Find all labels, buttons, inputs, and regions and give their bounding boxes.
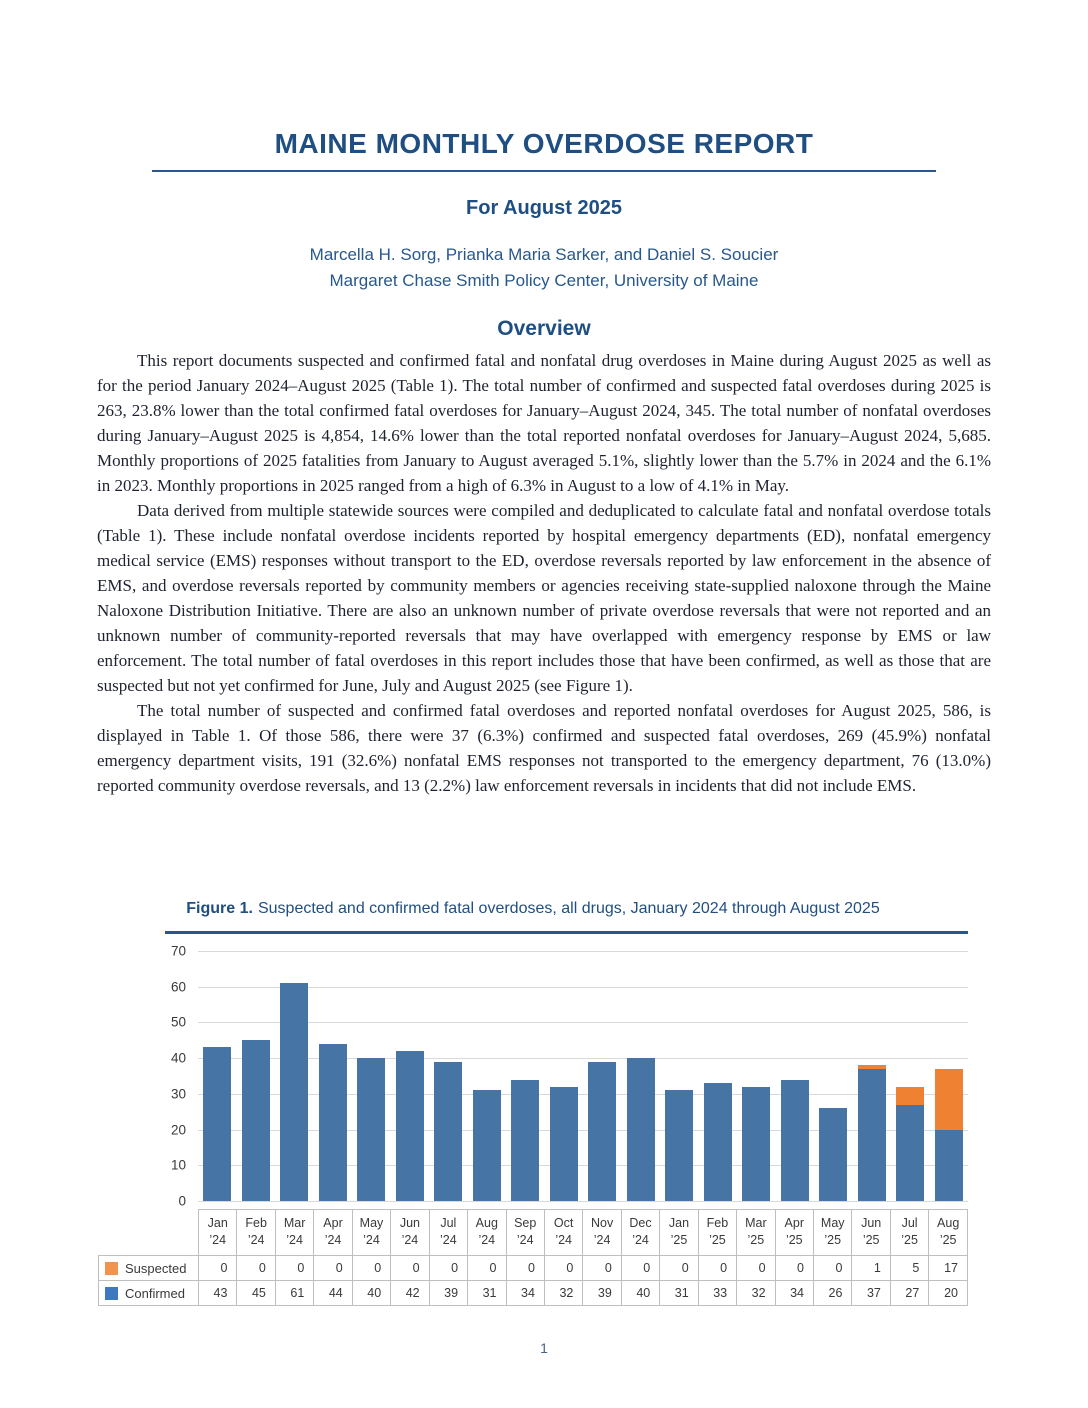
suspected-value-cell: 0 [468, 1256, 506, 1281]
confirmed-value-cell: 40 [621, 1281, 659, 1306]
confirmed-row-label [99, 1281, 199, 1306]
confirmed-bar-segment [203, 1047, 231, 1201]
paragraph-3: The total number of suspected and confirmed fatal overdoses and reported nonfatal overdoses for August 2025, 586, is displayed in Table 1. Of those 586, there were 37 (6.3%) confirmed and suspected fatal overdoses, 269 (45.9%) nonfatal emergency department visits, 191 (32.6%) nonfatal EMS responses not transported to the emergency department, 76 (13.0%) reported community overdose reversals, and 13 (2.2%) law enforcement reversals in incidents that did not include EMS. [97, 701, 991, 795]
y-tick-label: 0 [178, 1193, 186, 1209]
suspected-row [99, 1256, 968, 1281]
authors-block [0, 242, 1088, 294]
confirmed-value-cell: 61 [275, 1281, 313, 1306]
paragraph-2: Data derived from multiple statewide sources were compiled and deduplicated to calculate fatal and nonfatal overdose totals (Table 1). These include nonfatal overdose incidents reported by hospital emergency departments (ED), nonfatal emergency medical service (EMS) responses without transport to the ED, overdose reversals reported by law enforcement in the absence of EMS, and overdose reversals reported by community members or agencies receiving state-supplied naloxone through the Maine Naloxone Distribution Initiative. There are also an unknown number of private overdose reversals that were not reported and an unknown number of community-reported reversals that may have overlapped with emergency response by EMS or law enforcement. The total number of fatal overdoses in this report includes those that have been confirmed, as well as those that are suspected but not yet confirmed for June, July and August 2025 (see Figure 1). [97, 501, 991, 695]
confirmed-value-cell: 31 [660, 1281, 698, 1306]
suspected-value-cell: 1 [852, 1256, 890, 1281]
chart-data-table [98, 1209, 968, 1306]
figure-divider [165, 931, 968, 934]
y-tick-label: 10 [170, 1157, 186, 1173]
suspected-value-cell: 0 [775, 1256, 813, 1281]
bar-oct-24 [545, 951, 584, 1201]
bar-jun-25 [853, 951, 892, 1201]
month-header-cell: Feb ’25 [698, 1210, 736, 1256]
suspected-row-label [99, 1256, 199, 1281]
confirmed-bar-segment [473, 1090, 501, 1201]
confirmed-value-cell: 32 [544, 1281, 582, 1306]
suspected-bar-segment [935, 1069, 963, 1130]
confirmed-bar-segment [896, 1105, 924, 1201]
suspected-value-cell: 17 [929, 1256, 968, 1281]
confirmed-value-cell: 31 [468, 1281, 506, 1306]
bar-mar-25 [737, 951, 776, 1201]
confirmed-bar-segment [550, 1087, 578, 1201]
bar-jun-24 [391, 951, 430, 1201]
suspected-value-cell: 0 [544, 1256, 582, 1281]
page-title: MAINE MONTHLY OVERDOSE REPORT [274, 128, 814, 159]
confirmed-swatch-icon [105, 1287, 118, 1300]
y-tick-label: 60 [170, 979, 186, 995]
confirmed-value-cell: 34 [775, 1281, 813, 1306]
overview-body [97, 348, 991, 798]
y-tick-label: 40 [170, 1050, 186, 1066]
month-header-cell: Apr ’25 [775, 1210, 813, 1256]
confirmed-bar-segment [242, 1040, 270, 1201]
month-header-cell: Jan ’24 [199, 1210, 237, 1256]
month-header-row [99, 1210, 968, 1256]
confirmed-value-cell: 40 [352, 1281, 390, 1306]
bar-aug-25 [930, 951, 969, 1201]
title-divider [152, 170, 936, 172]
bar-chart [98, 943, 968, 1209]
suspected-value-cell: 0 [506, 1256, 544, 1281]
month-header-cell: May ’25 [814, 1210, 852, 1256]
authors-line: Marcella H. Sorg, Prianka Maria Sarker, and Daniel S. Soucier [309, 245, 779, 264]
suspected-value-cell: 0 [814, 1256, 852, 1281]
figure-caption [98, 900, 968, 918]
month-header-cell: Dec ’24 [621, 1210, 659, 1256]
figure-caption-text: Suspected and confirmed fatal overdoses, all drugs, January 2024 through August 2025 [257, 900, 880, 917]
suspected-legend-entry [105, 1261, 198, 1276]
confirmed-legend-entry [105, 1286, 198, 1301]
suspected-value-cell: 5 [890, 1256, 928, 1281]
confirmed-value-cell: 26 [814, 1281, 852, 1306]
confirmed-bar-segment [742, 1087, 770, 1201]
suspected-value-cell: 0 [621, 1256, 659, 1281]
confirmed-row [99, 1281, 968, 1306]
paragraph-1: This report documents suspected and confirmed fatal and nonfatal drug overdoses in Maine during August 2025 as well as for the period January 2024–August 2025 (Table 1). The total number of confirmed and suspected fatal overdoses during 2025 is 263, 23.8% lower than the total confirmed fatal overdoses for January–August 2024, 345. The total number of nonfatal overdoses during January–August 2025 is 4,854, 14.6% lower than the total reported nonfatal overdoses for January–August 2024, 5,685. Monthly proportions of 2025 fatalities from January to August averaged 5.1%, slightly lower than the 5.7% in 2024 and the 6.1% in 2023. Monthly proportions in 2025 ranged from a high of 6.3% in August to a low of 4.1% in May. [97, 351, 991, 495]
month-header-cell: Jul ’25 [890, 1210, 928, 1256]
suspected-value-cell: 0 [429, 1256, 467, 1281]
confirmed-value-cell: 45 [237, 1281, 275, 1306]
confirmed-bar-segment [280, 983, 308, 1201]
bar-mar-24 [275, 951, 314, 1201]
month-header-cell: Jan ’25 [660, 1210, 698, 1256]
bar-jul-25 [891, 951, 930, 1201]
bar-aug-24 [468, 951, 507, 1201]
confirmed-value-cell: 32 [737, 1281, 775, 1306]
month-header-cell: May ’24 [352, 1210, 390, 1256]
y-tick-label: 20 [170, 1122, 186, 1138]
report-subtitle: For August 2025 [466, 197, 622, 219]
confirmed-value-cell: 33 [698, 1281, 736, 1306]
month-header-cell: Aug ’24 [468, 1210, 506, 1256]
y-tick-label: 30 [170, 1086, 186, 1102]
confirmed-bar-segment [627, 1058, 655, 1201]
suspected-value-cell: 0 [737, 1256, 775, 1281]
suspected-value-cell: 0 [199, 1256, 237, 1281]
y-tick-label: 50 [170, 1014, 186, 1030]
suspected-bar-segment [896, 1087, 924, 1105]
figure-caption-label: Figure 1. [186, 900, 253, 917]
affiliation-line: Margaret Chase Smith Policy Center, University of Maine [329, 271, 759, 290]
confirmed-value-cell: 37 [852, 1281, 890, 1306]
confirmed-bar-segment [434, 1062, 462, 1201]
confirmed-value-cell: 43 [199, 1281, 237, 1306]
month-header-cell: Feb ’24 [237, 1210, 275, 1256]
y-tick-label: 70 [170, 943, 186, 959]
bar-feb-25 [699, 951, 738, 1201]
month-header-cell: Jun ’25 [852, 1210, 890, 1256]
confirmed-value-cell: 44 [314, 1281, 352, 1306]
confirmed-value-cell: 20 [929, 1281, 968, 1306]
table-corner-cell [99, 1210, 199, 1256]
suspected-label: Suspected [125, 1260, 187, 1276]
bar-jan-25 [660, 951, 699, 1201]
confirmed-bar-segment [781, 1080, 809, 1201]
confirmed-bar-segment [319, 1044, 347, 1201]
bar-feb-24 [237, 951, 276, 1201]
chart-bars [198, 951, 968, 1201]
confirmed-label: Confirmed [125, 1285, 185, 1301]
month-header-cell: Sep ’24 [506, 1210, 544, 1256]
bar-apr-24 [314, 951, 353, 1201]
confirmed-value-cell: 27 [890, 1281, 928, 1306]
month-header-cell: Nov ’24 [583, 1210, 621, 1256]
bar-may-24 [352, 951, 391, 1201]
bar-sep-24 [506, 951, 545, 1201]
suspected-value-cell: 0 [352, 1256, 390, 1281]
overview-heading: Overview [497, 317, 591, 340]
confirmed-bar-segment [357, 1058, 385, 1201]
suspected-value-cell: 0 [237, 1256, 275, 1281]
confirmed-bar-segment [511, 1080, 539, 1201]
bar-dec-24 [622, 951, 661, 1201]
bar-jan-24 [198, 951, 237, 1201]
suspected-value-cell: 0 [275, 1256, 313, 1281]
confirmed-bar-segment [665, 1090, 693, 1201]
gridline-0 [198, 1201, 968, 1202]
confirmed-bar-segment [704, 1083, 732, 1201]
figure-1 [98, 900, 968, 1306]
month-header-cell: Aug ’25 [929, 1210, 968, 1256]
suspected-value-cell: 0 [698, 1256, 736, 1281]
suspected-value-cell: 0 [314, 1256, 352, 1281]
month-header-cell: Mar ’25 [737, 1210, 775, 1256]
suspected-value-cell: 0 [583, 1256, 621, 1281]
confirmed-bar-segment [935, 1130, 963, 1201]
confirmed-value-cell: 39 [429, 1281, 467, 1306]
confirmed-bar-segment [588, 1062, 616, 1201]
confirmed-value-cell: 39 [583, 1281, 621, 1306]
suspected-swatch-icon [105, 1262, 118, 1275]
confirmed-bar-segment [396, 1051, 424, 1201]
confirmed-bar-segment [858, 1069, 886, 1201]
page-number: 1 [540, 1340, 548, 1356]
confirmed-value-cell: 42 [391, 1281, 429, 1306]
month-header-cell: Jul ’24 [429, 1210, 467, 1256]
month-header-cell: Oct ’24 [544, 1210, 582, 1256]
bar-apr-25 [776, 951, 815, 1201]
month-header-cell: Jun ’24 [391, 1210, 429, 1256]
bar-jul-24 [429, 951, 468, 1201]
suspected-value-cell: 0 [391, 1256, 429, 1281]
month-header-cell: Mar ’24 [275, 1210, 313, 1256]
bar-nov-24 [583, 951, 622, 1201]
suspected-value-cell: 0 [660, 1256, 698, 1281]
bar-may-25 [814, 951, 853, 1201]
confirmed-value-cell: 34 [506, 1281, 544, 1306]
month-header-cell: Apr ’24 [314, 1210, 352, 1256]
confirmed-bar-segment [819, 1108, 847, 1201]
